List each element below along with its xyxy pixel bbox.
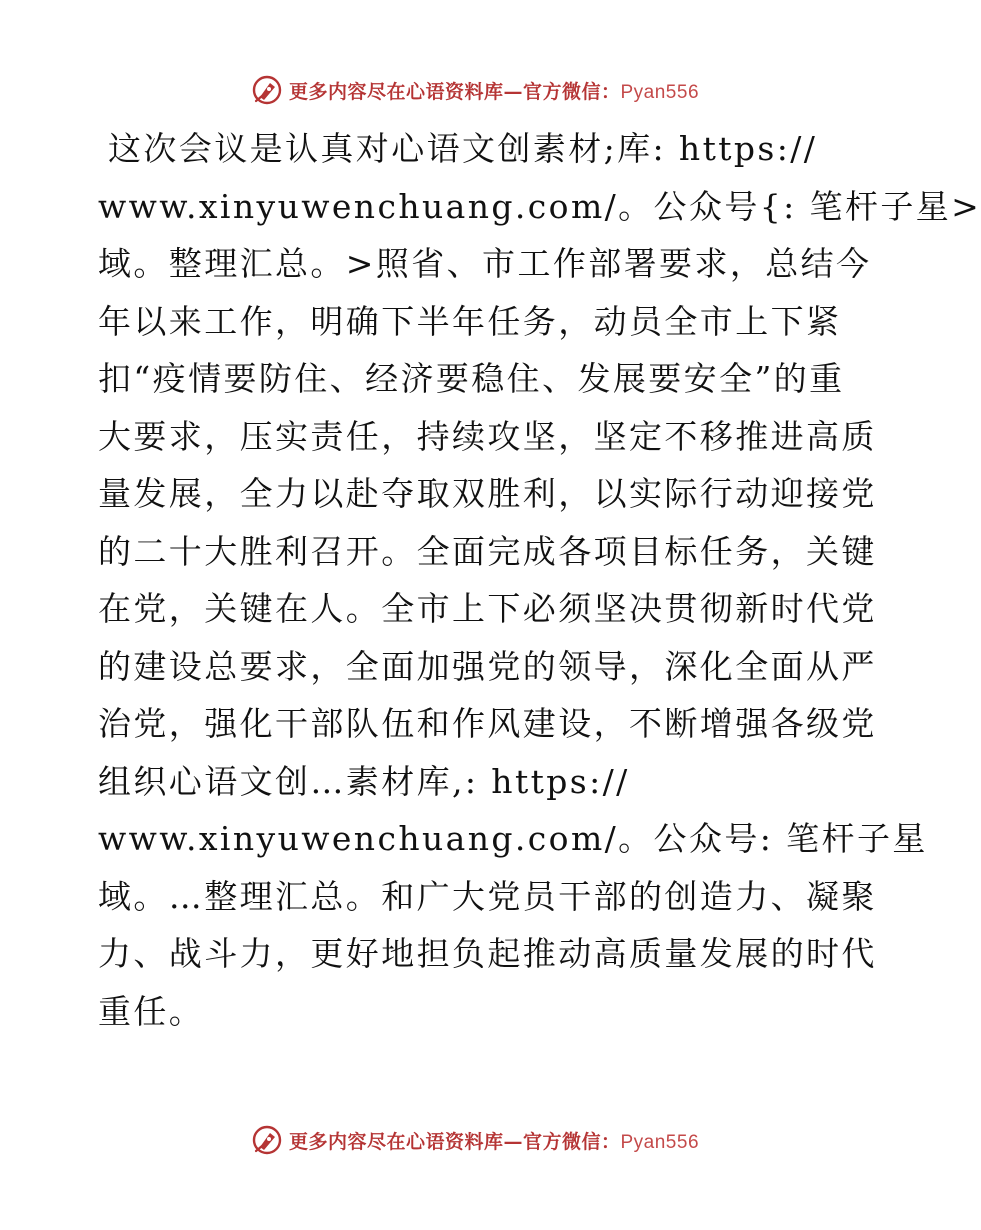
body-line: 扣“疫情要防住、经济要稳住、发展要安全”的重 xyxy=(98,359,845,398)
banner-title: 更多内容尽在心语资料库 xyxy=(288,1130,504,1153)
body-line: 组织心语文创…素材库,: https:// xyxy=(98,761,630,801)
body-line: 域。整理汇总。>照省、市工作部署要求，总结今 xyxy=(98,244,872,283)
body-line: 的建设总要求，全面加强党的领导，深化全面从严 xyxy=(98,646,877,686)
banner-wechat-id: Pyan556 xyxy=(620,1131,700,1153)
header-watermark-banner xyxy=(0,70,950,110)
body-line: 大要求，压实责任，持续攻坚，坚定不移推进高质 xyxy=(98,416,877,456)
banner-text xyxy=(289,1127,699,1154)
footer-watermark-banner xyxy=(0,1120,950,1160)
banner-title: 更多内容尽在心语资料库 xyxy=(288,80,504,103)
body-line: 力、战斗力，更好地担负起推动高质量发展的时代 xyxy=(98,934,877,973)
body-line: 的二十大胜利召开。全面完成各项目标任务，关键 xyxy=(98,531,877,571)
banner-separator: — xyxy=(503,80,523,103)
body-line: 量发展，全力以赴夺取双胜利，以实际行动迎接党 xyxy=(98,474,877,513)
body-line: www.xinyuwenchuang.com/。公众号: 笔杆子星 xyxy=(98,819,928,858)
banner-wechat-id: Pyan556 xyxy=(620,81,700,103)
body-line: www.xinyuwenchuang.com/。公众号{: 笔杆子星> xyxy=(98,186,981,226)
body-line: 域。…整理汇总。和广大党员干部的创造力、凝聚 xyxy=(98,876,877,916)
banner-wechat-label: 官方微信： xyxy=(522,80,621,103)
body-line: 治党，强化干部队伍和作风建设，不断增强各级党 xyxy=(98,704,877,743)
pen-nib-circle-icon xyxy=(251,1124,283,1156)
banner-wechat-label: 官方微信： xyxy=(522,1130,621,1153)
banner-separator: — xyxy=(503,1130,523,1153)
body-line: 重任。 xyxy=(98,991,205,1031)
body-line: 年以来工作，明确下半年任务，动员全市上下紧 xyxy=(98,301,842,341)
banner-text xyxy=(289,77,699,104)
document-body xyxy=(98,120,981,1040)
pen-nib-circle-icon xyxy=(251,74,283,106)
body-line: 在党，关键在人。全市上下必须坚决贯彻新时代党 xyxy=(98,589,877,628)
body-line: 这次会议是认真对心语文创素材;库: https:// xyxy=(108,129,818,168)
